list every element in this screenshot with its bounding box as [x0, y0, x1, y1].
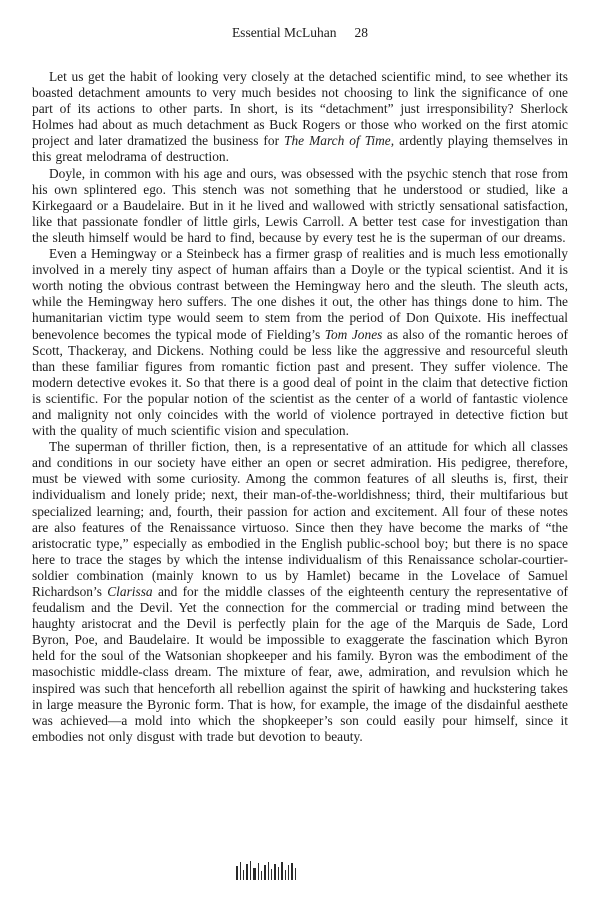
body-paragraph: Even a Hemingway or a Steinbeck has a firmer grasp of realities and is much less emotionally involved in a merely tiny aspect of human affairs than a Doyle or the typical scientist. And it is worth noting the obvious contrast between the Hemingway hero and the sleuth. The sleuth acts, while the Hemingway hero suffers. The one dishes it out, the other has things done to him. The humanitarian victim type would seem to stem from the period of Don Quixote. His ineffectual benevolence becomes the typical mode of Fielding’s Tom Jones as also of the romantic heroes of Scott, Thackeray, and Dickens. Nothing could be less like the aggressive and resourceful sleuth than these familiar figures from romantic fiction past and present. They suffer violence. The modern detective evokes it. So that there is a good deal of point in the claim that detective fiction is scientific. For the popular notion of the scientist as the center of a world of fantastic violence and malignity not only coincides with the world of violence portrayed in detective fiction but with the quality of much scientific vision and speculation. — [32, 246, 569, 439]
body-paragraph: Let us get the habit of looking very closely at the detached scientific mind, to see whether its boasted detachment amounts to very much besides not choosing to link the significance of one part of its actions to other parts. In short, is its “detachment” just irresponsibility? Sherlock Holmes had about as much detachment as Buck Rogers or those who worked on the first atomic project and later dramatized the business for The March of Time, ardently playing themselves in this great melodrama of destruction. — [32, 69, 568, 165]
running-title: Essential McLuhan — [231, 25, 337, 40]
running-header — [0, 0, 600, 41]
scan-barcode-artifact — [236, 858, 298, 880]
body-paragraph: Doyle, in common with his age and ours, was obsessed with the psychic stench that rose from his own splintered ego. This stench was not something that he understood or studied, like a Kirkegaard or a Baudelaire. But in it he lived and wallowed with strictly sensational satisfaction, like that passionate fondler of little girls, Lewis Carroll. A better test case for investigation than the sleuth himself would be hard to find, because by every test he is the superman of our dreams. — [32, 165, 568, 245]
body-paragraph: The superman of thriller fiction, then, is a representative of an attitude for which all classes and conditions in our society have either an open or secret admiration. His pedigree, therefore, must be viewed with some curiosity. Among the common features of all sleuths is, first, their individualism and lonely pride; next, their man-of-the-worldishness; third, their multifarious but specialized learning; and, fourth, their passion for action and excitement. All four of these notes are also features of the Renaissance virtuoso. Since then they have become the marks of “the aristocratic type,” especially as embodied in the English public-school boy; but there is no space here to trace the stages by which the intense individualism of this Renaissance scholar-courtier-soldier combination (mainly known to us by Hamlet) became in the Lovelace of Samuel Richardson’s Clarissa and for the middle classes of the eighteenth century the representative of feudalism and the Devil. Yet the connection for the commercial or trading mind between the haughty aristocrat and the Devil is perfectly plain for the age of the Marquis de Sade, Lord Byron, Poe, and Baudelaire. It would be impossible to exaggerate the fascination which Byron held for the soul of the Watsonian shopkeeper and his family. Byron was the embodiment of the masochistic middle-class dream. The mixture of fear, awe, admiration, and revulsion which he inspired was such that henceforth all rebellion against the spirit of hawking and huckstering takes in large measure the Byronic form. That is how, for example, the image of the disdainful aesthete was achieved—a mold into which the shopkeeper’s son could easily pour himself, since it embodies not only disgust with trade but devotion to beauty. — [32, 439, 569, 744]
page-number: 28 — [354, 25, 369, 40]
body-text-block — [0, 69, 600, 745]
